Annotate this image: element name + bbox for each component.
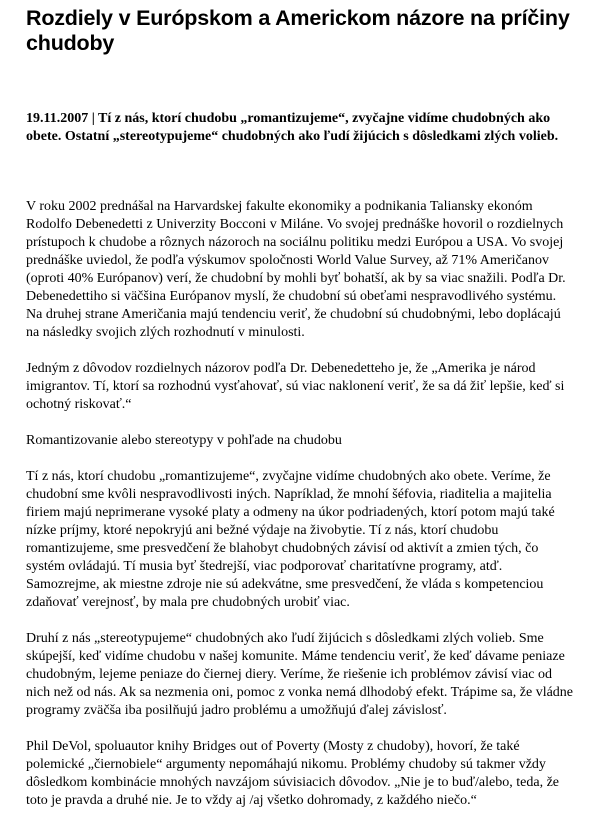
article-paragraph: Jedným z dôvodov rozdielnych názorov podľa Dr. Debenedetteho je, že „Amerika je národ imigrantov. Tí, ktorí sa rozhodnú vysťahovať, sú viac naklonení veriť, že sa dá žiť lepšie, keď si ochotný riskovať.“ [26,361,565,412]
article [26,6,574,828]
article-body [26,198,574,810]
article-title: Rozdiely v Európskom a Americkom názore na príčiny chudoby [26,6,570,55]
article-paragraph: Tí z nás, ktorí chudobu „romantizujeme“, zvyčajne vidíme chudobných ako obete. Veríme, že chudobní sme kvôli nespravodlivosti iných. Napríklad, že mnohí šéfovia, riaditelia a majitelia firiem majú neprimerane vysoké platy a odmeny na úkor podriadených, ktorí potom majú také nízke príjmy, ktoré nepokryjú ani bežné výdaje na živobytie. Tí z nás, ktorí chudobu romantizujeme, sme presvedčení že blahobyt chudobných závisí od aktivít a zmien tých, čo systém ovládajú. Tí musia byť štedrejší, viac podporovať charitatívne programy, atď. Samozrejme, ak miestne zdroje nie sú adekvátne, sme presvedčení, že vláda s kompetenciou zdaňovať verejnosť, by mala pre chudobných urobiť viac. [26,469,555,610]
section-heading: Romantizovanie alebo stereotypy v pohľade na chudobu [26,433,342,448]
article-paragraph: V roku 2002 prednášal na Harvardskej fakulte ekonomiky a podnikania Taliansky ekonóm Rodolfo Debenedetti z Univerzity Bocconi v Miláne. Vo svojej prednáške hovoril o rozdielnych prístupoch k chudobe a rôznych názoroch na sociálnu politiku medzi Európou a USA. Vo svojej prednáške uviedol, že podľa výskumov spoločnosti World Value Survey, až 71% Američanov (oproti 40% Európanov) verí, že chudobní by mohli byť bohatší, ak by sa viac snažili. Podľa Dr. Debenedettiho si väčšina Európanov myslí, že chudobní sú obeťami nespravodlivého systému. Na druhej strane Američania majú tendenciu veriť, že chudobní sú chudobnými, lebo doplácajú na následky svojich zlých rozhodnutí v minulosti. [26,199,566,340]
article-paragraph: Druhí z nás „stereotypujeme“ chudobných ako ľudí žijúcich s dôsledkami zlých volieb. Sme skúpejší, keď vidíme chudobu v našej komunite. Máme tendenciu veriť, že keď dávame peniaze chudobným, lejeme peniaze do čiernej diery. Veríme, že riešenie ich problémov závisí viac od nich než od nás. Ak sa nezmenia oni, pomoc z vonka nemá dlhodobý efekt. Trápime sa, že vládne programy zväčša iba posilňujú jadro problému a umožňujú ďalej závislosť. [26,631,574,718]
article-lead: 19.11.2007 | Tí z nás, ktorí chudobu „romantizujeme“, zvyčajne vidíme chudobných ako obete. Ostatní „stereotypujeme“ chudobných ako ľudí žijúcich s dôsledkami zlých volieb. [26,111,559,144]
article-paragraph: Phil DeVol, spoluautor knihy Bridges out of Poverty (Mosty z chudoby), hovorí, že také polemické „čiernobiele“ argumenty nepomáhajú nikomu. Problémy chudoby sú takmer vždy dôsledkom kombinácie mnohých navzájom súvisiacich dôvodov. „Nie je to buď/alebo, teda, že toto je pravda a druhé nie. Je to vždy aj /aj všetko dohromady, z každého niečo.“ [26,739,559,808]
